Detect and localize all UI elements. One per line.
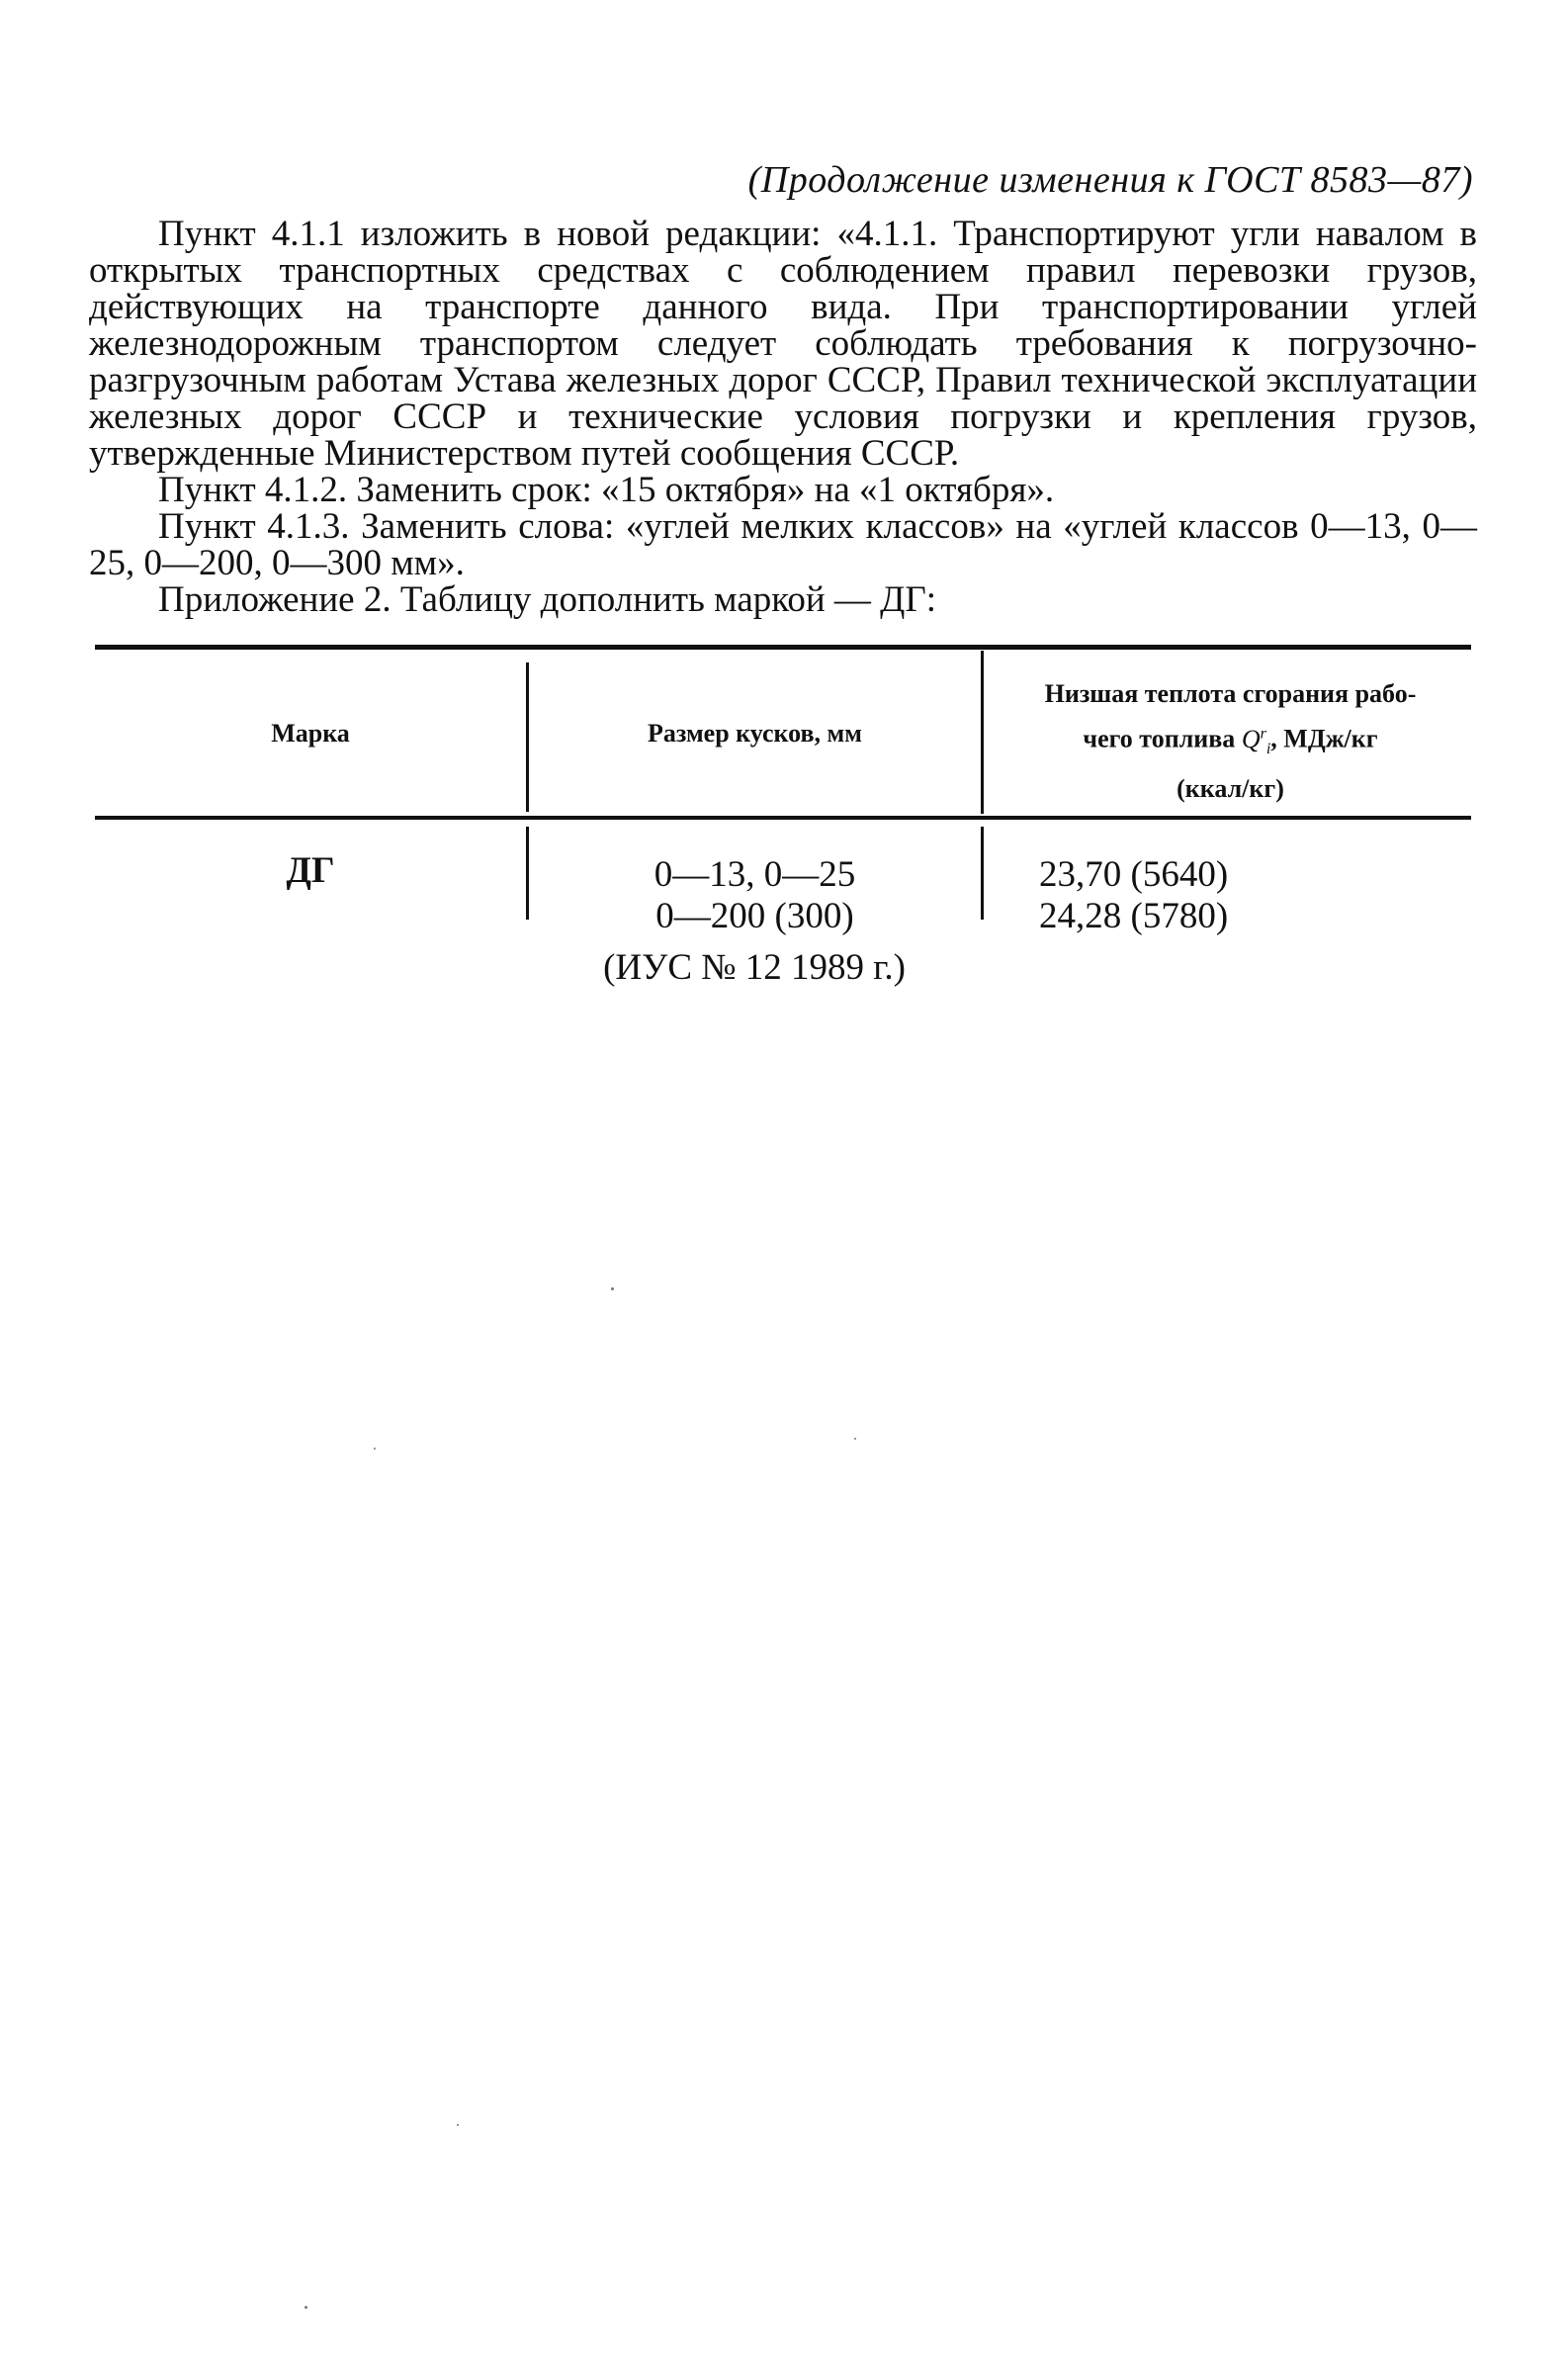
column-divider xyxy=(981,651,984,814)
header-heat-line3: (ккал/кг) xyxy=(1176,773,1284,803)
paragraph-4-1-2: Пункт 4.1.2. Заменить срок: «15 октября» на «1 октября». xyxy=(158,470,1055,510)
scan-speck xyxy=(457,2124,459,2126)
scan-speck xyxy=(374,1448,376,1450)
header-heat-line2 xyxy=(990,714,1471,769)
column-divider xyxy=(981,827,984,920)
table-top-rule xyxy=(95,645,1471,650)
header-heat-line1: Низшая теплота сгорания рабо- xyxy=(1044,679,1417,708)
coal-grade-table xyxy=(95,645,1471,936)
cell-heat-value xyxy=(1039,854,1228,937)
cell-grade: ДГ xyxy=(286,850,335,891)
scan-speck xyxy=(611,1287,614,1290)
heat-symbol-sub: i xyxy=(1265,740,1271,757)
cell-lump-size xyxy=(529,854,981,937)
paragraph-4-1-3: Пункт 4.1.3. Заменить слова: «углей мелких классов» на «углей классов 0—13, 0—25, 0—200, 0—300 мм». xyxy=(89,506,1477,583)
publication-reference xyxy=(0,946,1568,989)
paragraph-appendix-2: Приложение 2. Таблицу дополнить маркой — ДГ: xyxy=(158,579,937,620)
cell-heat-line1: 23,70 (5640) xyxy=(1039,854,1229,895)
header-heat-prefix: чего топлива xyxy=(1083,724,1236,753)
heat-symbol-letter: Q xyxy=(1241,724,1261,753)
header-grade: Марка xyxy=(271,719,350,748)
paragraph-4-1-1: Пункт 4.1.1 изложить в новой редакции: «4.1.1. Транспортируют угли навалом в открытых транспортных средствах с соблюдением правил перевозки грузов, действующих на транспорте данного вида. При транспортировании углей железнодорожным транспортом следует соблюдать требования к погрузочно-разгрузочным работам Устава железных дорог СССР, Правил технической эксплуатации железных дорог СССР и технические условия погрузки и крепления грузов, утвержденные Министерством путей сообщения СССР. xyxy=(89,214,1477,474)
scan-speck xyxy=(854,1438,856,1440)
header-heat-suffix: , МДж/кг xyxy=(1270,724,1378,753)
footer-text: (ИУС № 12 1989 г.) xyxy=(603,947,906,988)
table-header-rule xyxy=(95,816,1471,820)
header-heat-value xyxy=(990,674,1471,809)
cell-size-line1: 0—13, 0—25 xyxy=(653,854,856,895)
header-lump-size: Размер кусков, мм xyxy=(648,719,862,748)
amendment-text xyxy=(89,216,1477,618)
continuation-header: (Продолжение изменения к ГОСТ 8583—87) xyxy=(747,159,1473,201)
scan-speck xyxy=(305,2306,307,2309)
heat-symbol xyxy=(1241,724,1271,757)
cell-heat-line2: 24,28 (5780) xyxy=(1039,896,1229,936)
heat-symbol-sup: r xyxy=(1260,725,1266,742)
cell-size-line2: 0—200 (300) xyxy=(655,896,854,936)
